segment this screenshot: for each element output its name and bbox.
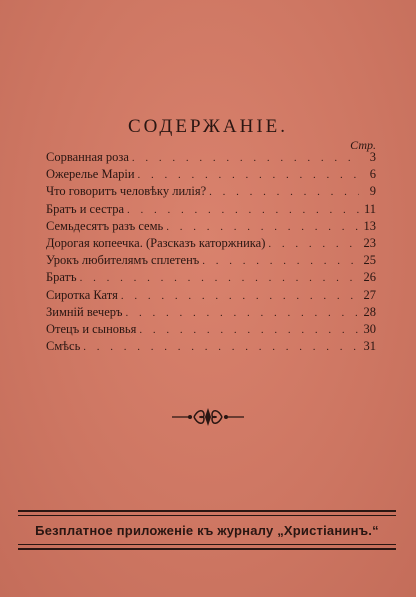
toc-page: 23 [363, 235, 376, 250]
toc-page: 3 [369, 150, 376, 164]
leader-dots [125, 307, 359, 319]
toc-entry [46, 288, 376, 305]
supplement-text: Безплатное приложеніе къ журналу „Христіанинъ.“ [35, 523, 379, 538]
leader-dots [83, 341, 359, 353]
leader-dots [139, 324, 359, 336]
toc-entry [46, 270, 376, 287]
toc-title: Урокъ любителямъ сплетенъ [46, 253, 200, 268]
toc-title: Сорванная роза [46, 150, 129, 164]
toc-entry [46, 184, 376, 201]
supplement-banner [18, 510, 396, 550]
toc-title: Братъ [46, 270, 77, 285]
toc-entry [46, 339, 376, 356]
toc-page: 9 [369, 184, 376, 199]
toc-entry [46, 219, 376, 236]
toc-entry [46, 202, 376, 219]
leader-dots [132, 152, 359, 164]
leader-dots [166, 221, 359, 233]
toc-page: 26 [363, 270, 376, 285]
toc-page: 28 [363, 304, 376, 319]
toc-title: Ожерелье Маріи [46, 167, 135, 182]
toc-page: 31 [363, 339, 376, 354]
toc-entry [46, 253, 376, 270]
leader-dots [202, 255, 359, 267]
toc-page: 30 [363, 321, 376, 336]
toc-title: Семьдесятъ разъ семь [46, 218, 164, 233]
toc-entry [46, 305, 376, 322]
toc-page: 11 [363, 201, 376, 216]
toc-title: Смѣсь [46, 339, 81, 354]
leader-dots [268, 238, 359, 250]
toc-title: Сиротка Катя [46, 287, 118, 302]
leader-dots [121, 290, 359, 302]
page-column-label: Стр. [350, 138, 376, 152]
toc-title: Зимній вечеръ [46, 304, 123, 319]
page-title: СОДЕРЖАНІЕ. [127, 116, 289, 137]
ornament-icon [170, 405, 246, 429]
toc-entry [46, 322, 376, 339]
toc-page: 13 [363, 218, 376, 233]
table-of-contents [46, 150, 376, 356]
toc-title: Братъ и сестра [46, 201, 125, 216]
toc-title: Что говоритъ человѣку лилія? [46, 184, 207, 199]
toc-page: 6 [369, 167, 376, 182]
toc-title: Отецъ и сыновья [46, 321, 137, 336]
leader-dots [80, 272, 359, 284]
toc-title: Дорогая копеечка. (Разсказъ каторжника) [46, 235, 266, 250]
toc-page: 25 [363, 253, 376, 268]
leader-dots [138, 169, 359, 181]
toc-entry [46, 167, 376, 184]
toc-page: 27 [363, 287, 376, 302]
leader-dots [127, 204, 359, 216]
toc-entry [46, 236, 376, 253]
toc-entry [46, 150, 376, 167]
leader-dots [209, 186, 359, 198]
